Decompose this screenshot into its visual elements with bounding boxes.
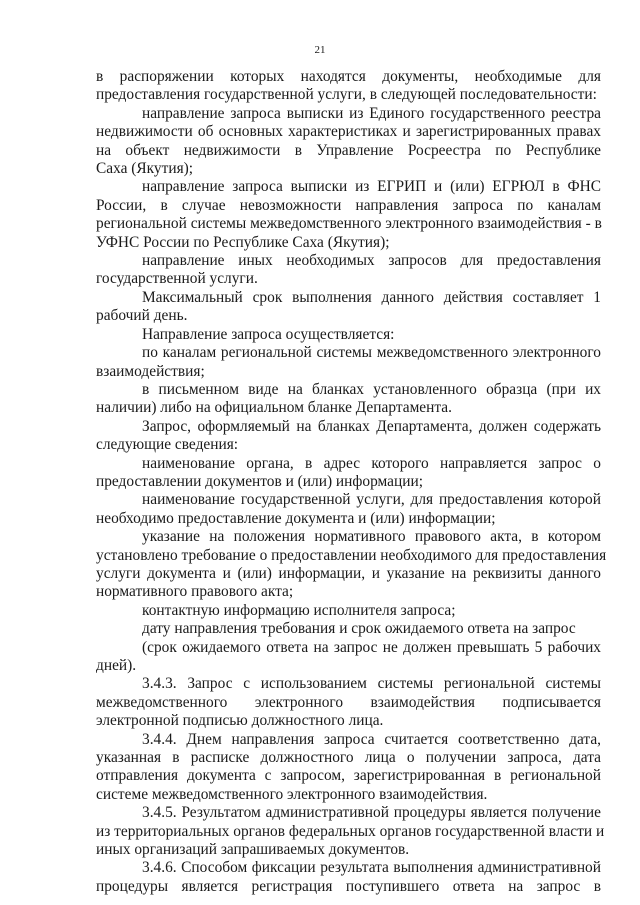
text-line: иных организаций запрашиваемых документов. xyxy=(96,841,410,859)
text-line: УФНС России по Республике Саха (Якутия); xyxy=(96,233,390,251)
page-number: 21 xyxy=(314,44,326,56)
text-line: наличии) либо на официальном бланке Департамента. xyxy=(96,399,452,417)
text-line: электронной подписью должностного лица. xyxy=(96,712,384,730)
text-line: дней). xyxy=(96,657,137,674)
text-line: взаимодействия; xyxy=(96,362,205,380)
text-line: в распоряжении которых находятся документы, необходимые для xyxy=(96,68,601,85)
text-line: установлено требование о предоставлении необходимого для предоставления xyxy=(96,546,607,564)
text-line: 3.4.6. Способом фиксации результата выполнения административной xyxy=(142,859,601,877)
text-line: отправления документа с запросом, зарегистрированная в региональной xyxy=(96,767,601,785)
text-line: направление запроса выписки из Единого государственного реестра xyxy=(142,104,601,122)
text-line: указание на положения нормативного правового акта, в котором xyxy=(142,528,601,546)
text-line: услуги документа и (или) информации, и указание на реквизиты данного xyxy=(96,564,601,582)
text-line: нормативного правового акта; xyxy=(96,583,294,601)
text-line: дату направления требования и срок ожидаемого ответа на запрос xyxy=(142,620,576,638)
document-body xyxy=(96,68,607,896)
text-line: предоставления государственной услуги, в следующей последовательности: xyxy=(96,86,597,104)
text-line: направление запроса выписки из ЕГРИП и (или) ЕГРЮЛ в ФНС xyxy=(142,178,601,196)
text-line: из территориальных органов федеральных органов государственной власти и xyxy=(96,822,605,840)
text-line: в письменном виде на бланках установленного образца (при их xyxy=(142,380,601,398)
text-line: Саха (Якутия); xyxy=(96,160,194,178)
text-line: региональной системы межведомственного электронного взаимодействия - в xyxy=(96,215,602,233)
text-line: по каналам региональной системы межведомственного электронного xyxy=(142,344,601,362)
text-line: контактную информацию исполнителя запроса; xyxy=(142,601,456,619)
text-line: необходимо предоставление документа и (или) информации; xyxy=(96,509,496,527)
text-line: следующие сведения: xyxy=(96,436,239,454)
text-line: рабочий день. xyxy=(96,307,188,325)
text-line: (срок ожидаемого ответа на запрос не должен превышать 5 рабочих xyxy=(142,638,601,656)
text-line: 3.4.5. Результатом административной процедуры является получение xyxy=(142,804,601,822)
text-line: направление иных необходимых запросов для предоставления xyxy=(142,252,601,270)
text-line: межведомственного электронного взаимодействия подписывается xyxy=(96,693,601,711)
text-line: государственной услуги. xyxy=(96,270,258,288)
text-line: на объект недвижимости в Управление Росреестра по Республике xyxy=(96,141,601,159)
text-line: указанная в расписке должностного лица о получении запроса, дата xyxy=(96,749,601,767)
text-line: процедуры является регистрация поступившего ответа на запрос в xyxy=(96,877,601,895)
text-line: Направление запроса осуществляется: xyxy=(142,325,395,343)
text-line: недвижимости об основных характеристиках и зарегистрированных правах xyxy=(96,123,601,141)
text-line: Максимальный срок выполнения данного действия составляет 1 xyxy=(142,288,601,306)
text-line: 3.4.3. Запрос с использованием системы региональной системы xyxy=(142,675,601,693)
text-line: 3.4.4. Днем направления запроса считается соответственно дата, xyxy=(142,730,601,748)
text-line: наименование органа, в адрес которого направляется запрос о xyxy=(142,454,601,472)
text-line: наименование государственной услуги, для предоставления которой xyxy=(142,491,601,509)
text-line: России, в случае невозможности направления запроса по каналам xyxy=(96,196,601,214)
text-line: предоставлении документов и (или) информации; xyxy=(96,472,423,490)
text-line: Запрос, оформляемый на бланках Департамента, должен содержать xyxy=(142,417,601,435)
text-line: системе межведомственного электронного взаимодействия. xyxy=(96,785,488,803)
